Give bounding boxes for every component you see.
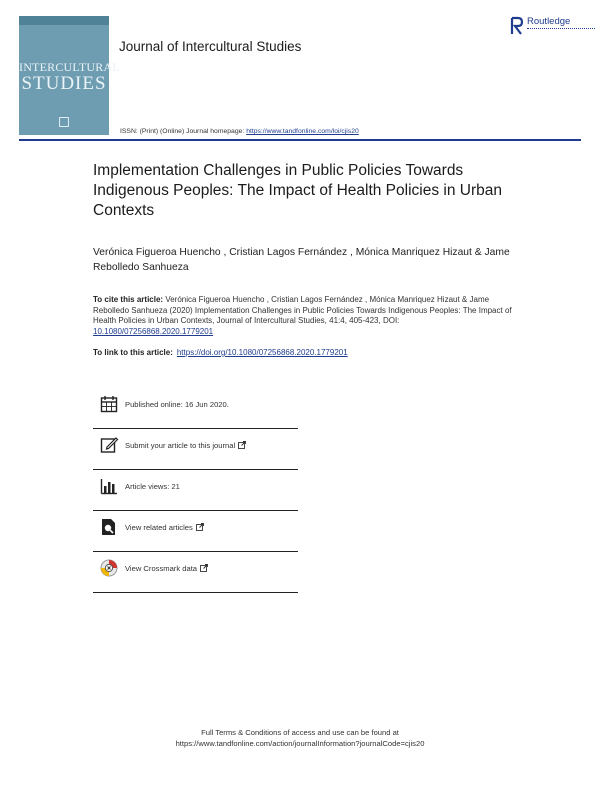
journal-cover-image <box>19 16 120 135</box>
related-articles-item[interactable] <box>93 511 298 552</box>
submit-article-link[interactable] <box>125 441 246 450</box>
cover-title-line1: INTERCULTURAL <box>19 60 120 74</box>
article-link-label: To link to this article: <box>93 348 173 357</box>
crossmark-link[interactable] <box>125 564 208 573</box>
document-search-icon <box>100 518 118 536</box>
article-info-list <box>93 388 298 593</box>
journal-homepage-link[interactable]: https://www.tandfonline.com/loi/cjis20 <box>246 128 359 135</box>
edit-icon <box>100 436 118 454</box>
terms-link[interactable]: https://www.tandfonline.com/action/journalInformation?journalCode=cjis20 <box>175 739 425 748</box>
submit-article-item[interactable] <box>93 429 298 470</box>
related-articles-text: View related articles <box>125 523 193 532</box>
article-title: Implementation Challenges in Public Policies Towards Indigenous Peoples: The Impact of Health Policies in Urban Contexts <box>93 162 502 219</box>
published-online-label: Published online: 16 Jun 2020. <box>125 400 229 409</box>
crossmark-text: View Crossmark data <box>125 564 198 573</box>
citation-label: To cite this article: <box>93 295 164 304</box>
article-views-item <box>93 470 298 511</box>
issn-text: ISSN: (Print) (Online) Journal homepage: <box>120 128 247 135</box>
terms-footer <box>0 727 600 749</box>
crossmark-item[interactable] <box>93 552 298 593</box>
citation-text: Verónica Figueroa Huencho , Cristian Lagos Fernández , Mónica Manriquez Hizaut & Jame Rebolledo Sanhueza (2020) Implementation Challenges in Public Policies Towards Indigenous Peoples: The Impact of Health Policies in Urban Contexts, Journal of Intercultural Studies, 41:4, 405-423, DOI: <box>93 295 512 326</box>
calendar-icon <box>100 395 118 413</box>
article-link-line <box>93 348 348 357</box>
submit-article-text: Submit your article to this journal <box>125 441 236 450</box>
terms-text: Full Terms & Conditions of access and use can be found at <box>201 728 399 737</box>
article-views-label: Article views: 21 <box>125 482 180 491</box>
article-authors: Verónica Figueroa Huencho , Cristian Lagos Fernández , Mónica Manriquez Hizaut & Jame Rebolledo Sanhueza <box>93 247 510 273</box>
publisher-tagline <box>527 28 595 31</box>
journal-title: Journal of Intercultural Studies <box>119 39 302 54</box>
published-online-item <box>93 388 298 429</box>
external-link-icon <box>238 441 246 449</box>
routledge-logo-icon <box>510 16 523 36</box>
external-link-icon <box>196 523 204 531</box>
publisher-name: Routledge <box>527 16 571 27</box>
header-divider <box>19 139 581 141</box>
cover-publisher-mark <box>59 117 69 127</box>
cover-title-line2: STUDIES <box>21 73 107 94</box>
cover-band <box>19 16 109 25</box>
crossmark-icon <box>100 559 118 577</box>
bar-chart-icon <box>100 477 118 495</box>
external-link-icon <box>200 564 208 572</box>
issn-line <box>120 128 359 135</box>
article-doi-link[interactable]: https://doi.org/10.1080/07256868.2020.1779201 <box>176 348 348 357</box>
related-articles-link[interactable] <box>125 523 204 532</box>
publisher-logo[interactable] <box>510 16 590 42</box>
citation-doi-link[interactable]: 10.1080/07256868.2020.1779201 <box>93 327 214 337</box>
citation-block <box>93 295 513 338</box>
